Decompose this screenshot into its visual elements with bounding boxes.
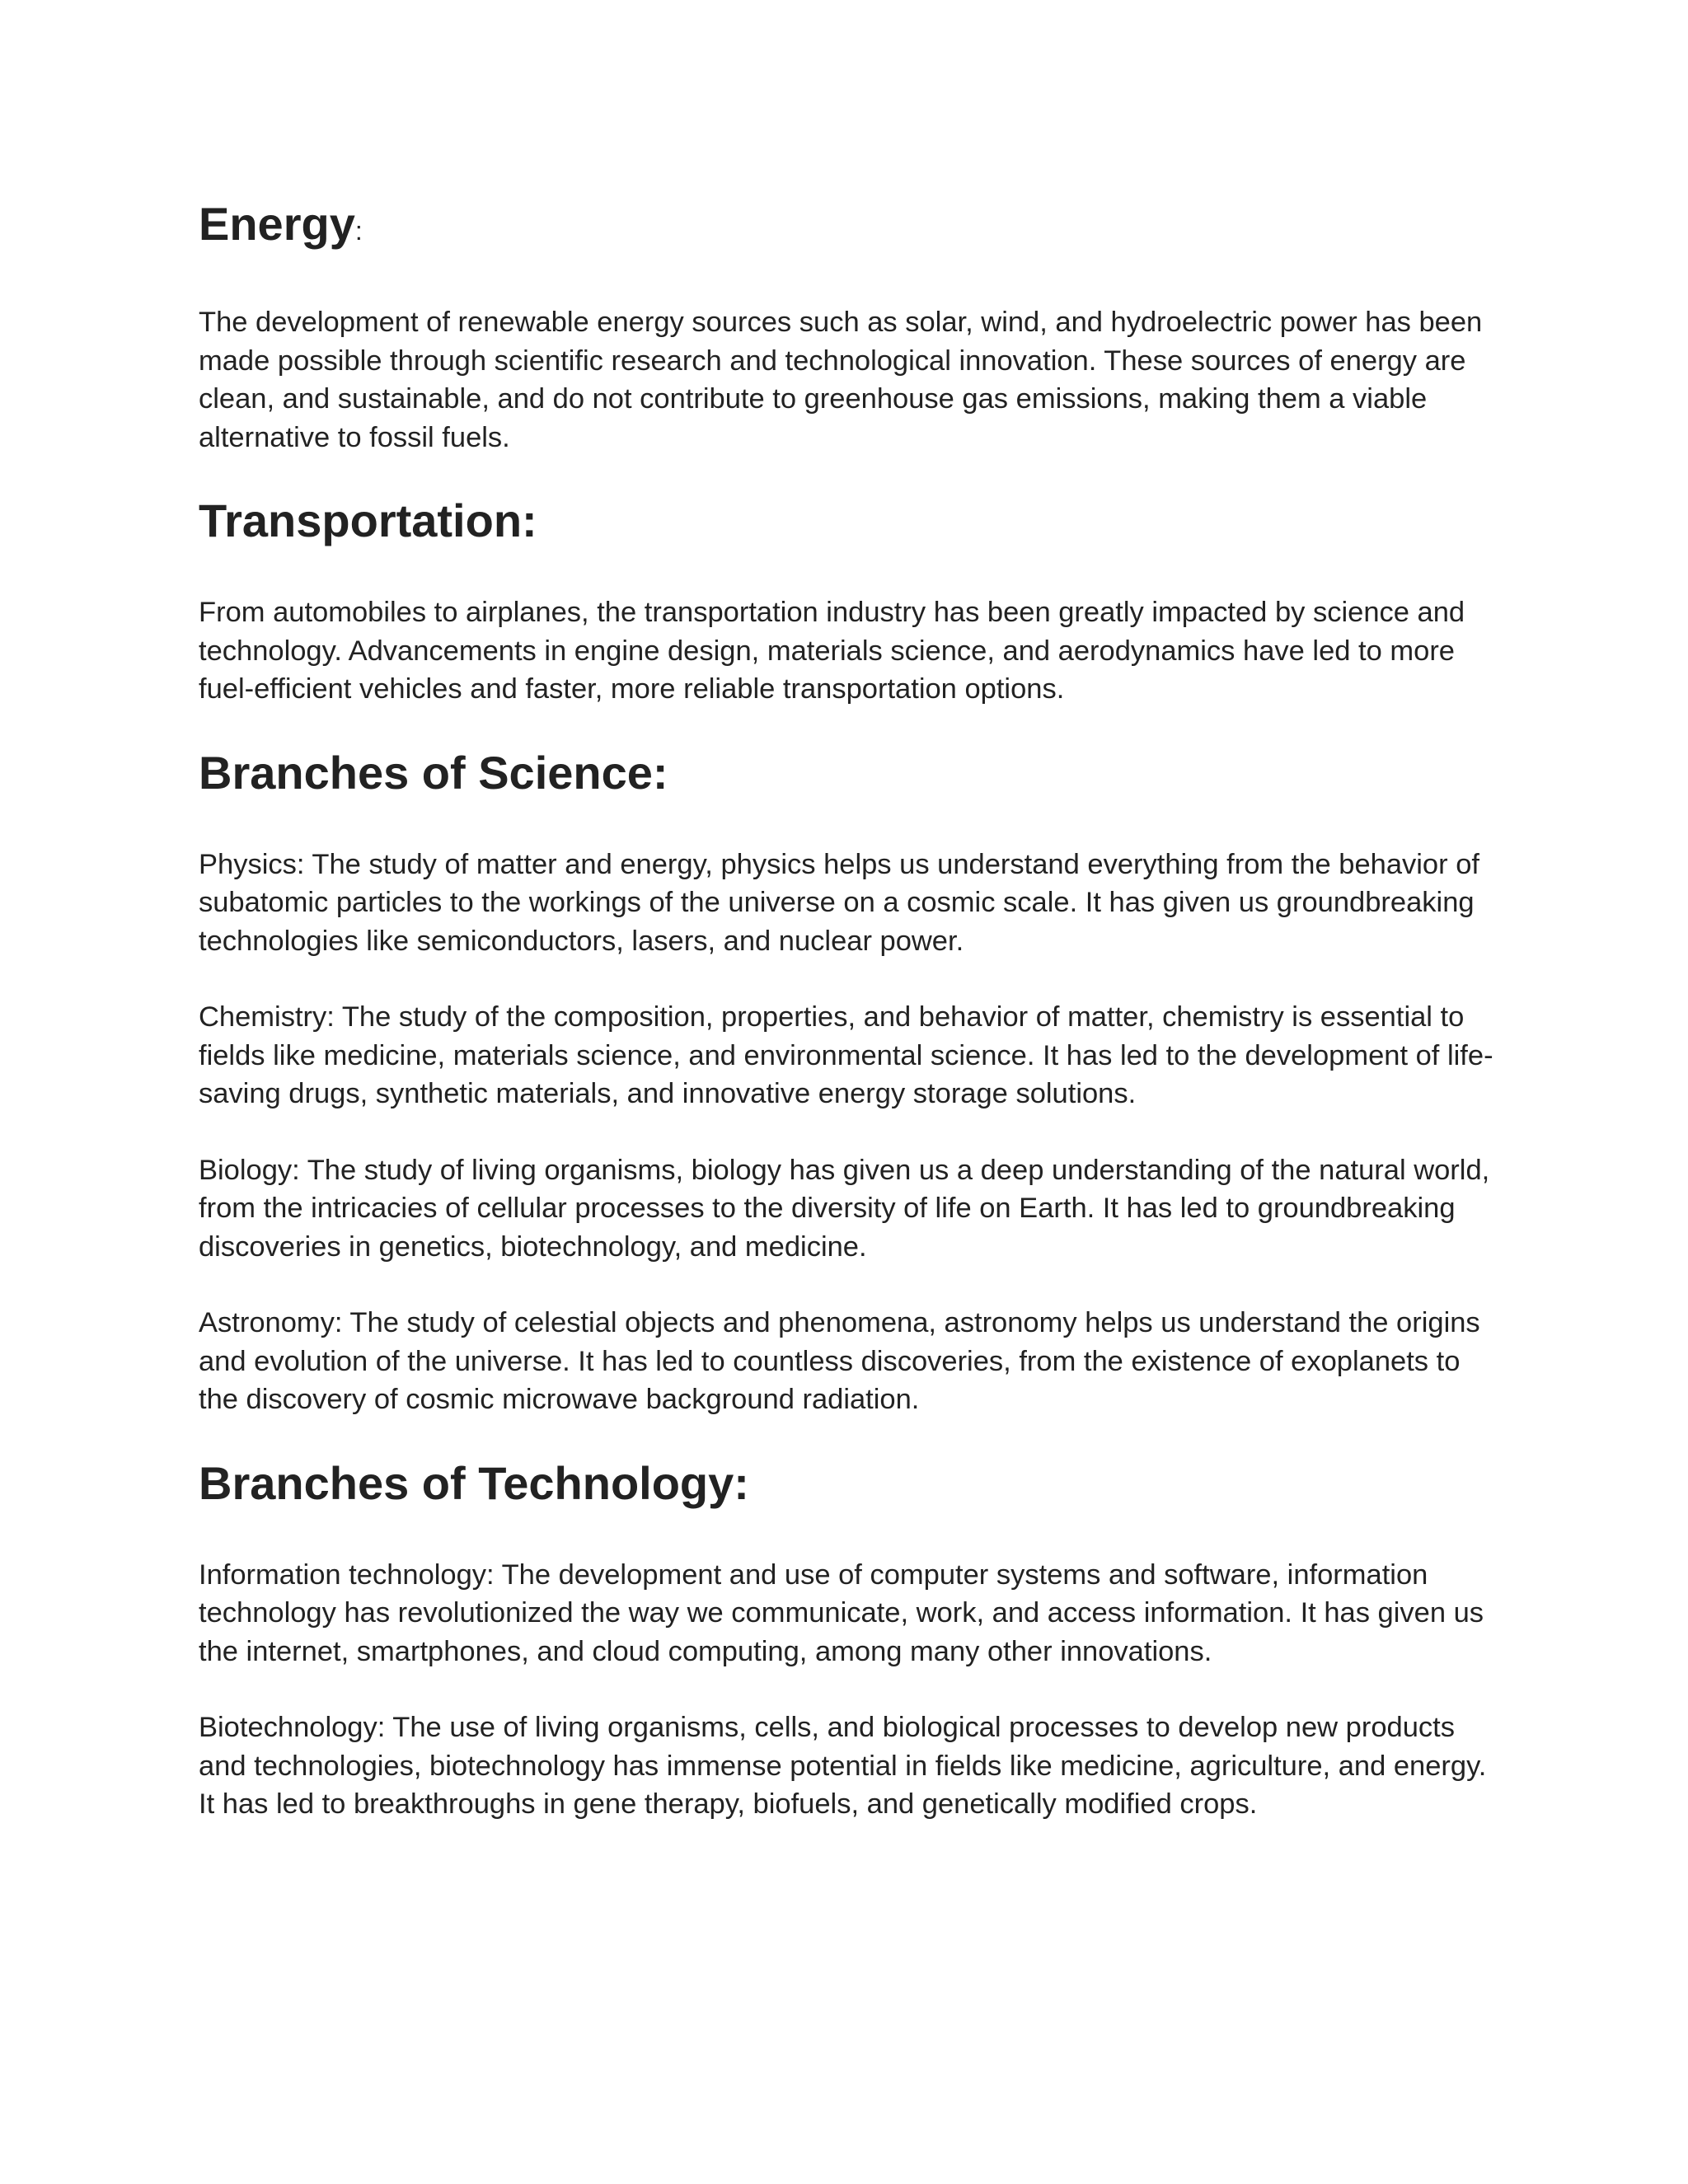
paragraph-biotechnology: Biotechnology: The use of living organisms, cells, and biological processes to develop new products and technologies, biotechnology has immense potential in fields like medicine, agriculture, and energy. It has led to breakthroughs in gene therapy, biofuels, and genetically modified crops. bbox=[199, 1712, 1487, 1820]
paragraph-physics: Physics: The study of matter and energy, physics helps us understand everything from the behavior of subatomic particles to the workings of the universe on a cosmic scale. It has given us groundbreaking technologies like semiconductors, lasers, and nuclear power. bbox=[199, 848, 1479, 957]
document-page bbox=[199, 194, 1501, 1824]
heading-energy-colon: : bbox=[354, 216, 363, 246]
paragraph-transportation: From automobiles to airplanes, the transportation industry has been greatly impacted by science and technology. Advancements in engine design, materials science, and aerodynamics have led to more fuel-efficient vehicles and faster, more reliable transportation options. bbox=[199, 597, 1465, 705]
heading-energy-text: Energy bbox=[199, 198, 355, 250]
paragraph-biology: Biology: The study of living organisms, biology has given us a deep understanding of the natural world, from the intricacies of cellular processes to the diversity of life on Earth. It has led to groundbreaking discoveries in genetics, biotechnology, and medicine. bbox=[199, 1154, 1490, 1263]
heading-energy bbox=[199, 194, 1501, 260]
heading-branches-of-science: Branches of Science: bbox=[199, 746, 668, 799]
paragraph-astronomy: Astronomy: The study of celestial objects and phenomena, astronomy helps us understand the origins and evolution of the universe. It has led to countless discoveries, from the existence of exoplanets to the discovery of cosmic microwave background radiation. bbox=[199, 1307, 1480, 1415]
heading-branches-of-technology: Branches of Technology: bbox=[199, 1456, 749, 1509]
paragraph-chemistry: Chemistry: The study of the composition, properties, and behavior of matter, chemistry is essential to fields like medicine, materials science, and environmental science. It has led to the development of life-saving drugs, synthetic materials, and innovative energy storage solutions. bbox=[199, 1001, 1493, 1109]
paragraph-energy: The development of renewable energy sources such as solar, wind, and hydroelectric power has been made possible through scientific research and technological innovation. These sources of energy are clean, and sustainable, and do not contribute to greenhouse gas emissions, making them a viable alternative to fossil fuels. bbox=[199, 307, 1483, 453]
heading-transportation: Transportation: bbox=[199, 494, 537, 546]
paragraph-information-technology: Information technology: The development and use of computer systems and software, information technology has revolutionized the way we communicate, work, and access information. It has given us the internet, smartphones, and cloud computing, among many other innovations. bbox=[199, 1558, 1484, 1667]
